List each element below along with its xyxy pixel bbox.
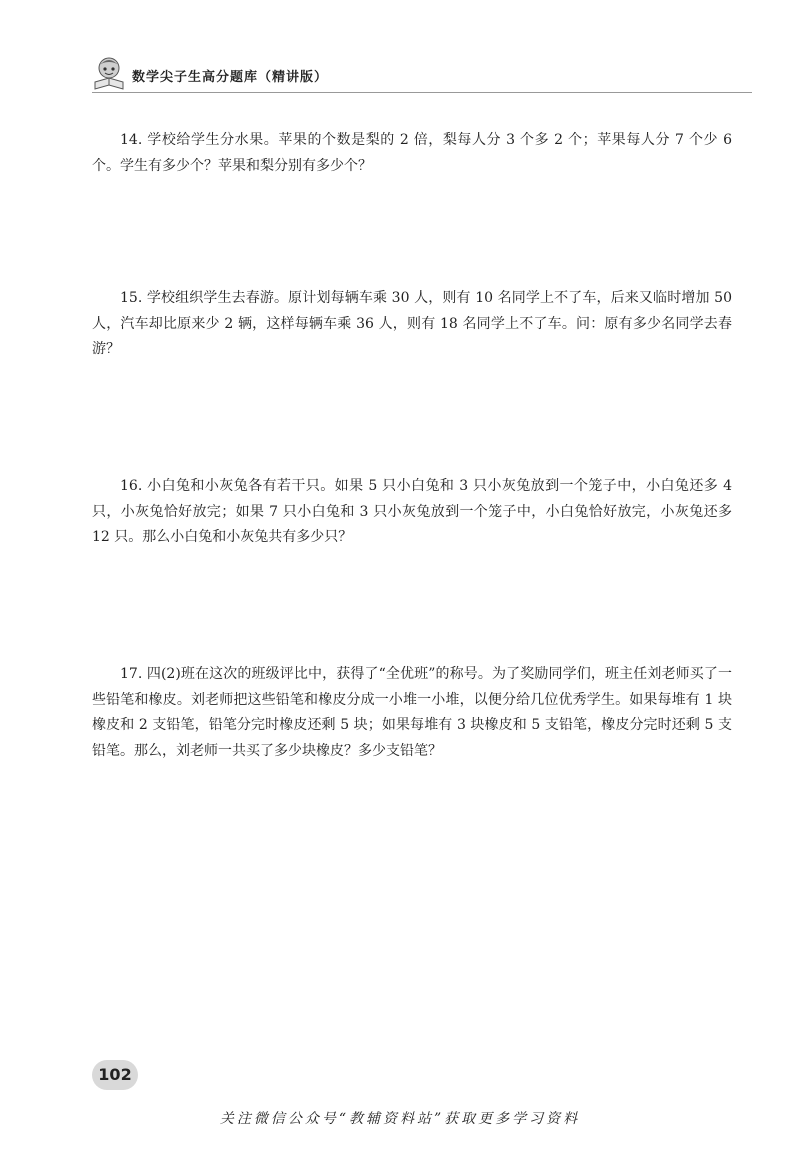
page-number: 102 — [92, 1060, 138, 1090]
problem-15: 15. 学校组织学生去春游。原计划每辆车乘 30 人，则有 10 名同学上不了车，后来又临时增加 50 人，汽车却比原来少 2 辆，这样每辆车乘 36 人，则有 18 名同学上不了车。问：原有多少名同学去春游？ — [92, 290, 732, 357]
page-header — [92, 56, 752, 92]
problem-14: 14. 学校给学生分水果。苹果的个数是梨的 2 倍，梨每人分 3 个多 2 个；苹果每人分 7 个少 6 个。学生有多少个？苹果和梨分别有多少个？ — [92, 132, 732, 174]
problem-16: 16. 小白兔和小灰兔各有若干只。如果 5 只小白兔和 3 只小灰兔放到一个笼子中，小白兔还多 4 只，小灰兔恰好放完；如果 7 只小白兔和 3 只小灰兔放到一个笼子中，小白兔恰好放完，小灰兔还多 12 只。那么小白兔和小灰兔共有多少只？ — [92, 478, 732, 545]
header-divider — [92, 92, 752, 93]
problem-17: 17. 四(2)班在这次的班级评比中，获得了“全优班”的称号。为了奖励同学们，班主任刘老师买了一些铅笔和橡皮。刘老师把这些铅笔和橡皮分成一小堆一小堆，以便分给几位优秀学生。如果每堆有 1 块橡皮和 2 支铅笔，铅笔分完时橡皮还剩 5 块；如果每堆有 3 块橡皮和 5 支铅笔，橡皮分完时还剩 5 支铅笔。那么，刘老师一共买了多少块橡皮？多少支铅笔？ — [92, 666, 732, 759]
footer-note: 关注微信公众号“教辅资料站”获取更多学习资料 — [219, 1111, 581, 1127]
book-title: 数学尖子生高分题库（精讲版） — [132, 70, 329, 85]
cartoon-student-reading-icon — [92, 56, 126, 90]
